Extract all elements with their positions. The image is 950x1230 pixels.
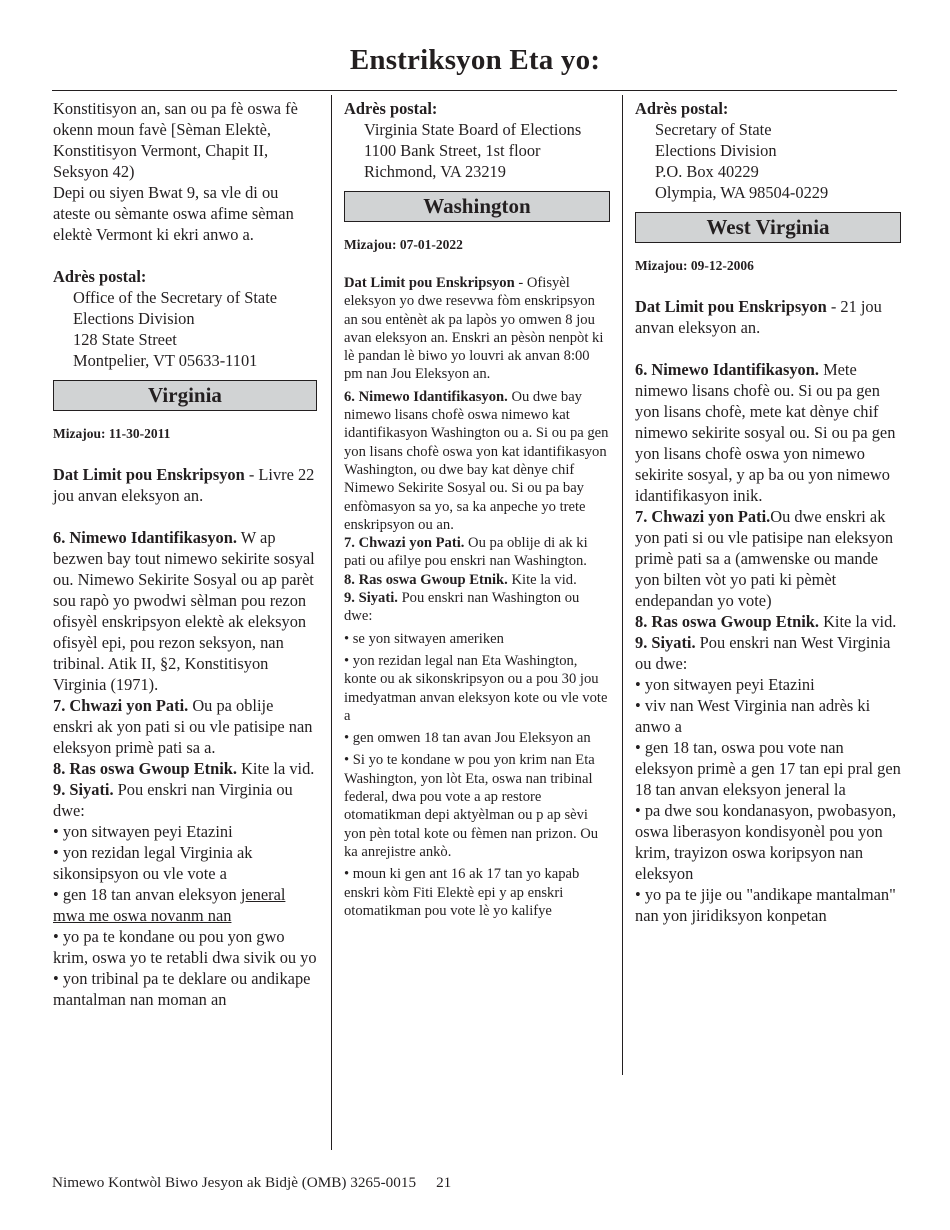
column-washington — [344, 98, 610, 920]
requirement-item: • moun ki gen ant 16 ak 17 tan yo kapab enskri kòm Fiti Elektè epi y ap enskri otomatikman pou vote lè yo kalifye — [344, 866, 580, 919]
race-paragraph: 8. Ras oswa Gwoup Etnik. Kite la vid. — [344, 571, 577, 588]
deadline-paragraph: Dat Limit pou Enskripsyon - Livre 22 jou anvan eleksyon an. — [53, 465, 315, 505]
omb-control-number: Nimewo Kontwòl Biwo Jesyon ak Bidjè (OMB) 3265-0015 — [52, 1174, 417, 1191]
page-footer — [52, 1174, 451, 1192]
requirement-item: • yon tribinal pa te deklare ou andikape mantalman nan moman an — [53, 969, 311, 1009]
address-line: Richmond, VA 23219 — [364, 162, 506, 181]
race-paragraph: 8. Ras oswa Gwoup Etnik. Kite la vid. — [53, 759, 315, 778]
race-paragraph: 8. Ras oswa Gwoup Etnik. Kite la vid. — [635, 612, 897, 631]
state-header-virginia: Virginia — [53, 380, 317, 411]
requirement-item: • yon sitwayen peyi Etazini — [635, 675, 815, 694]
address-label: Adrès postal: — [635, 99, 729, 118]
address-line: Virginia State Board of Elections — [364, 120, 582, 139]
requirement-item: • yo pa te kondane ou pou yon gwo krim, oswa yo te retabli dwa sivik ou yo — [53, 927, 317, 967]
id-number-paragraph: 6. Nimewo Idantifikasyon. W ap bezwen bay tout nimewo sekirite sosyal ou. Nimewo Sekirite Sosyal ou ap parèt sou rapò yo pwodwi sèlman pou rezon ofisyèl enskripsyon elektè ak eleksyon ofisyèl epi, pou rezon seksyon, nan tribinal. Atik II, §2, Konstitisyon Virginia (1971). — [53, 528, 315, 694]
requirements-list — [344, 630, 610, 920]
state-header-washington: Washington — [344, 191, 610, 222]
requirement-item: • yon rezidan legal nan Eta Washington, konte ou ak sikonskripsyon ou a pou 30 jou imedyatman anvan eleksyon kote ou vle vote a — [344, 652, 608, 724]
deadline-paragraph: Dat Limit pou Enskripsyon - Ofisyèl eleksyon yo dwe resevwa fòm enskripsyon an sou entènèt ak pa lapòs yo omwen 8 jou avan eleksyon an. Enskri an pèsòn nenpòt ki lè pandan lè biwo yo louvri ak anvan 8:00 pm nan Jou Eleksyon an. — [344, 275, 604, 383]
requirement-item: • yon rezidan legal Virginia ak sikonsipsyon ou vle vote a — [53, 843, 253, 883]
party-paragraph: 7. Chwazi yon Pati. Ou pa oblije di ak ki pati ou afilye pou enskri nan Washington. — [344, 535, 588, 570]
id-number-paragraph: 6. Nimewo Idantifikasyon. Mete nimewo lisans chofè ou. Si ou pa gen yon lisans chofè, mete kat dènye chif nimewo sekirite sosyal ou. Si ou pa gen yon lisans chofè oswa yon nimewo sekirite sosyal, y ap ba ou yon nimewo idantifikasyon inik. — [635, 360, 896, 505]
column-divider-2 — [622, 95, 623, 1075]
address-line: Secretary of State — [655, 120, 772, 139]
page-number: 21 — [436, 1174, 452, 1191]
address-line: Elections Division — [655, 141, 777, 160]
address-line: Elections Division — [73, 309, 195, 328]
vermont-box9-text: Depi ou siyen Bwat 9, sa vle di ou ateste ou sèmante oswa afime sèman elektè Vermont ki ekri anwo a. — [53, 183, 294, 244]
requirement-item: • yo pa te jije ou "andikape mantalman" nan yon jiridiksyon konpetan — [635, 885, 896, 925]
address-line: Montpelier, VT 05633-1101 — [73, 351, 258, 370]
requirement-item: • pa dwe sou kondanasyon, pwobasyon, oswa liberasyon kondisyonèl pou yon krim, trayizon oswa koripsyon nan eleksyon — [635, 801, 897, 883]
state-header-west-virginia: West Virginia — [635, 212, 901, 243]
address-line: Office of the Secretary of State — [73, 288, 278, 307]
requirement-item: • gen 18 tan anvan eleksyon jeneral mwa me oswa novanm nan — [53, 885, 286, 925]
updated-date: Mizajou: 09-12-2006 — [635, 258, 754, 273]
party-paragraph: 7. Chwazi yon Pati.Ou dwe enskri ak yon pati si ou vle patisipe nan eleksyon primè pati sa a (amwenske ou mande yon bilten vòt yo pati ki pèmèt endepandan yo vote) — [635, 507, 894, 610]
requirement-item: • gen omwen 18 tan avan Jou Eleksyon an — [344, 730, 591, 747]
party-paragraph: 7. Chwazi yon Pati. Ou pa oblije enskri ak yon pati si ou vle patisipe nan eleksyon primè pati sa a. — [53, 696, 313, 757]
address-label: Adrès postal: — [344, 99, 438, 118]
requirement-item: • viv nan West Virginia nan adrès ki anwo a — [635, 696, 871, 736]
column-divider-1 — [331, 95, 332, 1150]
updated-date: Mizajou: 11-30-2011 — [53, 426, 171, 441]
requirement-item: • se yon sitwayen ameriken — [344, 630, 504, 647]
address-label: Adrès postal: — [53, 267, 147, 286]
column-vermont-virginia — [53, 98, 317, 1010]
requirement-item: • yon sitwayen peyi Etazini — [53, 822, 233, 841]
id-number-paragraph: 6. Nimewo Idantifikasyon. Ou dwe bay nimewo lisans chofè oswa nimewo kat idantifikasyon Washington ou a. Si ou pa gen yon lisans chofè oswa yon kat idantifikasyon Washington, ou dwe bay kat dènye chif Nimewo Sekirite Sosyal ou. Si ou pa bay enfòmasyon sa yo, sa ka anpeche yo trete enskripsyon ou an. — [344, 388, 609, 533]
updated-date: Mizajou: 07-01-2022 — [344, 237, 463, 252]
requirement-item: • Si yo te kondane w pou yon krim nan Eta Washington, yon lòt Eta, oswa nan tribinal federal, dwa pou vote a ap restore otomatikman depi aktyèlman ou p ap sèvi yon pèn total kote ou fèmen nan prizon. Ou ka anrejistre ankò. — [344, 752, 599, 860]
signature-paragraph: 9. Siyati. Pou enskri nan West Virginia ou dwe: — [635, 633, 891, 673]
vermont-oath-text: Konstitisyon an, san ou pa fè oswa fè okenn moun favè [Sèman Elektè, Konstitisyon Vermont, Chapit II, Seksyon 42) — [53, 99, 298, 181]
address-line: 128 State Street — [73, 330, 177, 349]
signature-paragraph: 9. Siyati. Pou enskri nan Virginia ou dwe: — [53, 780, 293, 820]
signature-paragraph: 9. Siyati. Pou enskri nan Washington ou dwe: — [344, 590, 580, 625]
address-line: P.O. Box 40229 — [655, 162, 759, 181]
title-rule — [52, 90, 897, 91]
deadline-paragraph: Dat Limit pou Enskripsyon - 21 jou anvan eleksyon an. — [635, 297, 882, 337]
column-west-virginia — [635, 98, 901, 926]
address-line: 1100 Bank Street, 1st floor — [364, 141, 541, 160]
address-line: Olympia, WA 98504-0229 — [655, 183, 829, 202]
page-title: Enstriksyon Eta yo: — [349, 44, 601, 76]
requirement-item: • gen 18 tan, oswa pou vote nan eleksyon primè a gen 17 tan epi pral gen 18 tan anvan eleksyon jeneral la — [635, 738, 901, 799]
